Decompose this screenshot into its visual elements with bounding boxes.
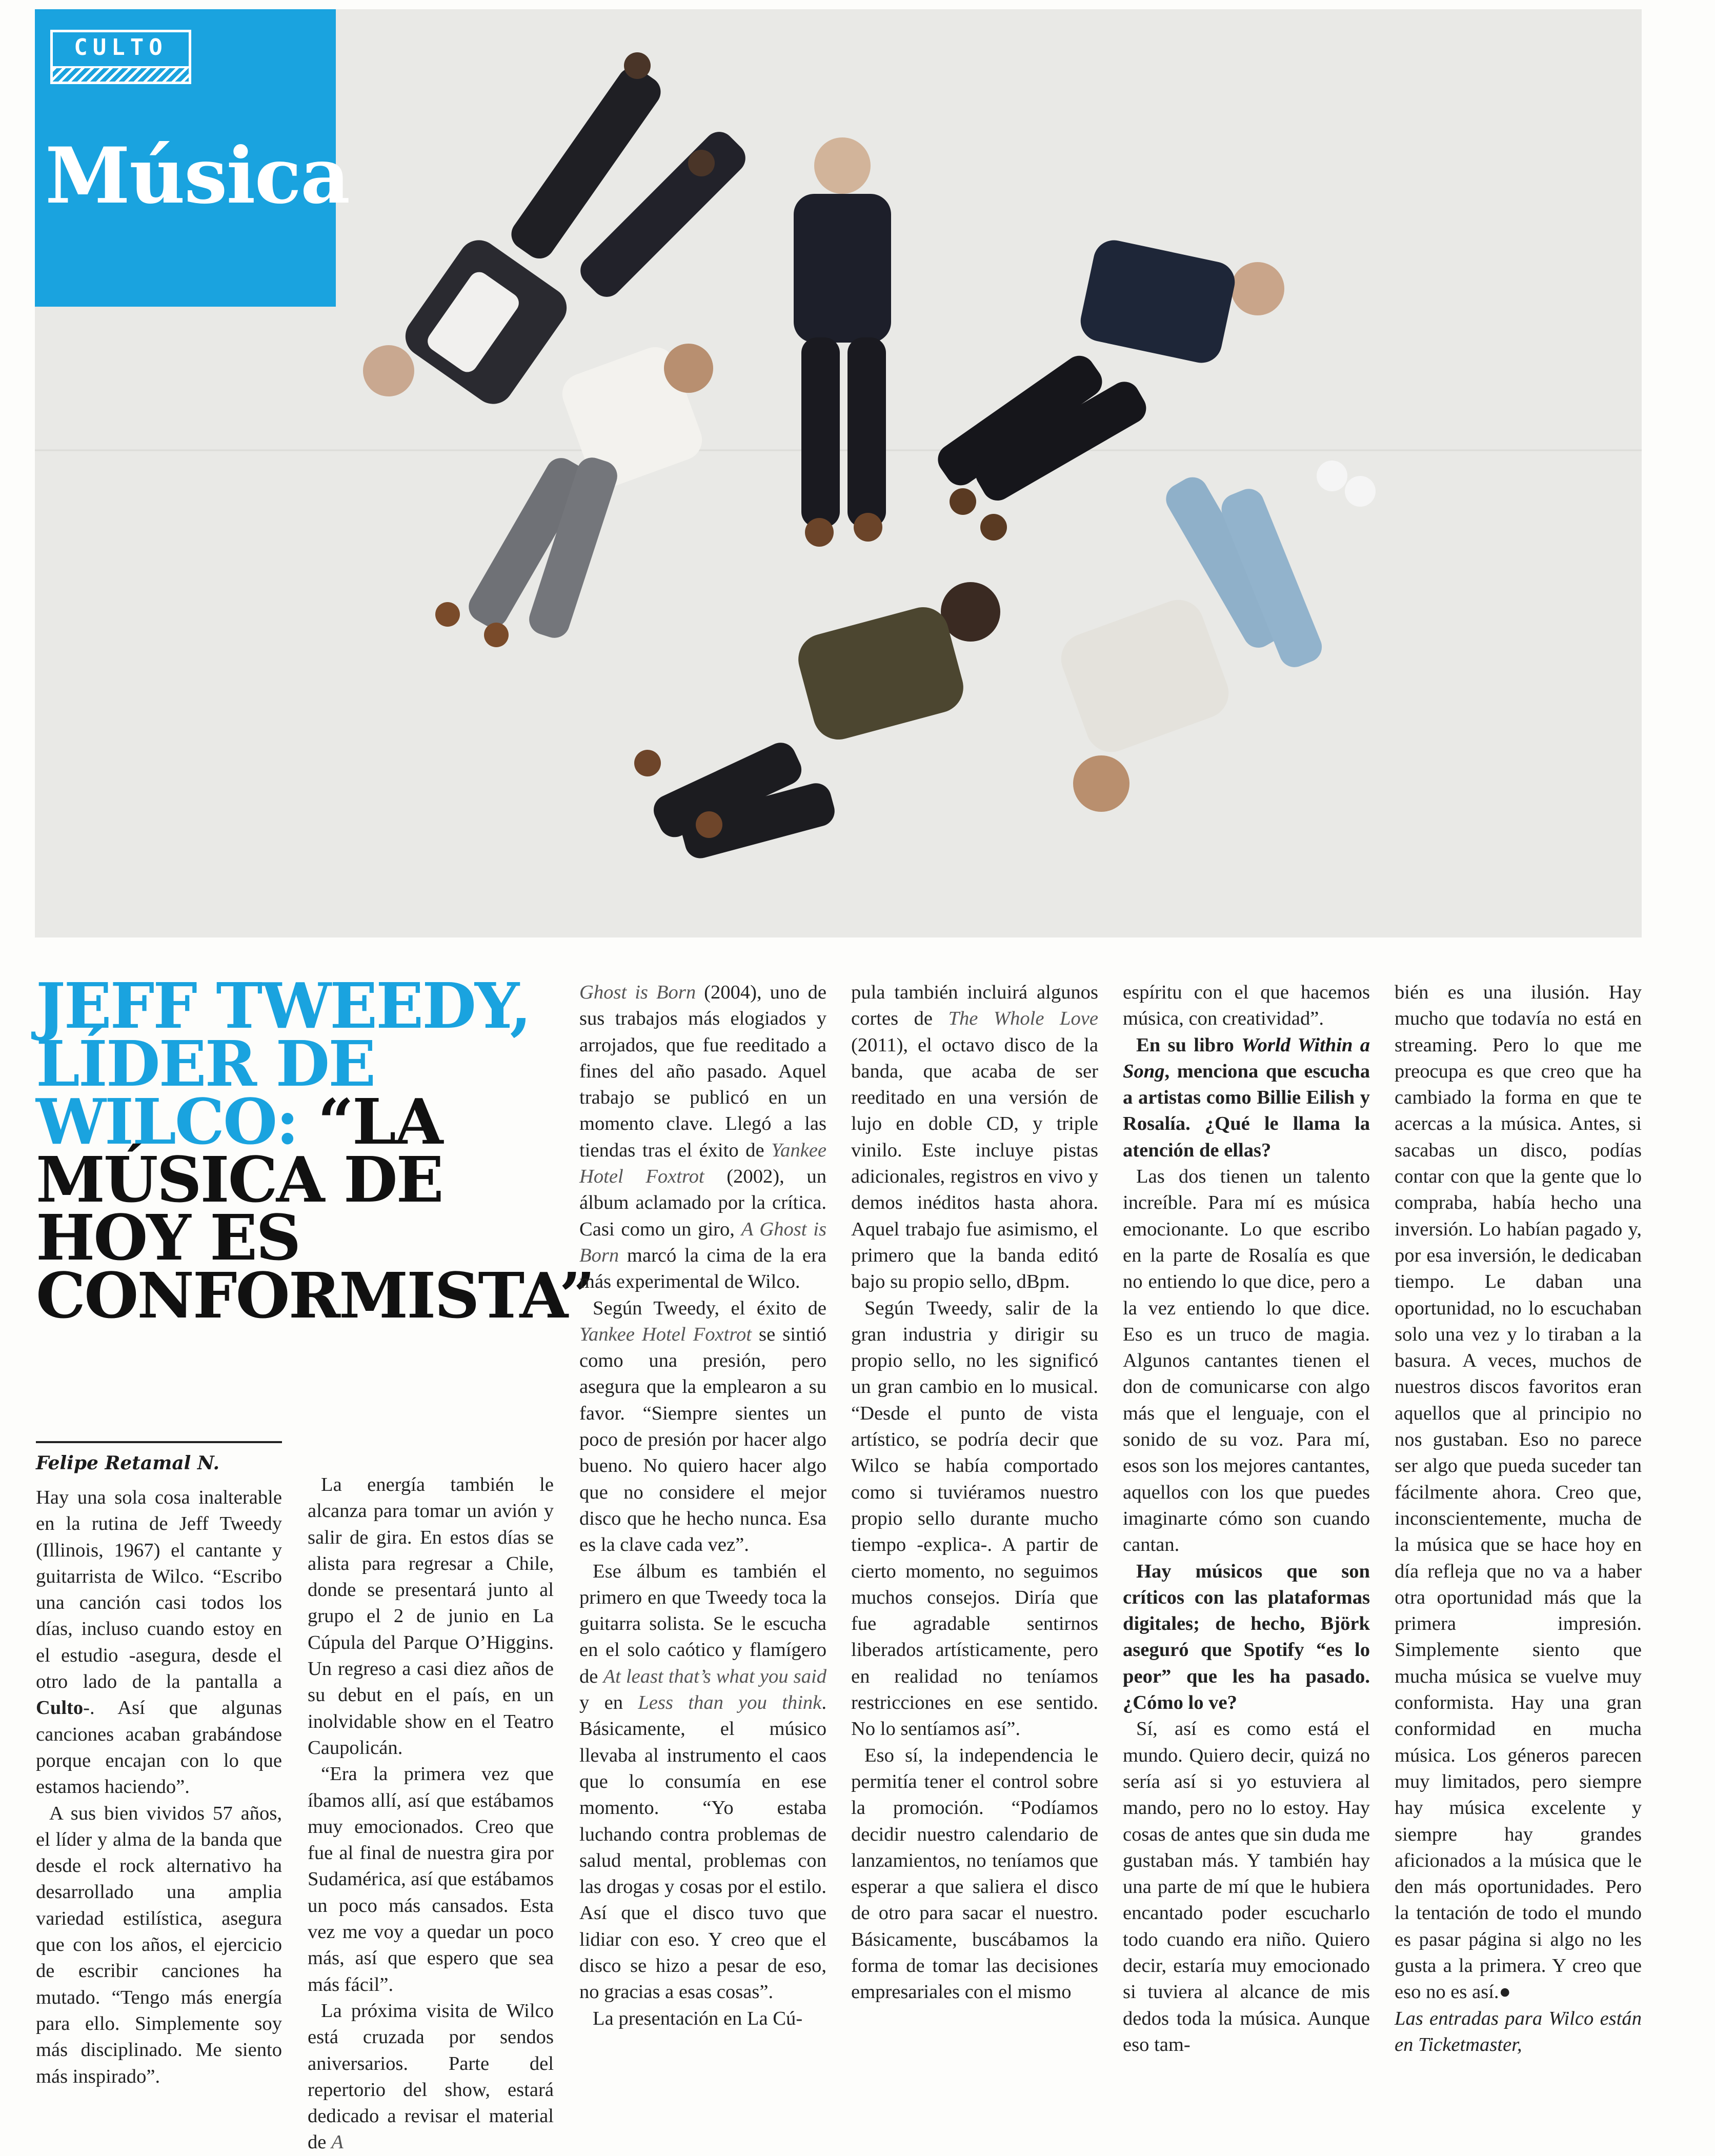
article-column-4 xyxy=(851,980,1098,2006)
paragraph: Eso sí, la independencia le permitía tener el control sobre la promoción. “Podíamos decidir nuestro calendario de lanzamientos, no teníamos que esperar a que saliera el disco de otro para sacar el nuestro. Básicamente, buscábamos la forma de tomar las decisiones empresariales con el mismo xyxy=(851,1744,1098,2003)
byline: Felipe Retamal N. xyxy=(36,1441,282,1474)
logo-hatch-decoration xyxy=(53,66,189,82)
end-mark-icon: ● xyxy=(1499,1981,1511,2003)
paragraph: espíritu con el que hacemos música, con creatividad”. xyxy=(1123,982,1370,1030)
paragraph: pula también incluirá algunos cortes de The Whole Love (2011), el octavo disco de la banda, que acaba de ser reeditado en una versión de lujo en doble CD, y triple vinilo. Este incluye pistas adicionales, registros en vivo y demos inéditos hasta ahora. Aquel trabajo fue asimismo, el primero que la banda editó bajo su propio sello, dBpm. xyxy=(851,982,1098,1293)
paragraph: La próxima visita de Wilco está cruzada por sendos aniversarios. Parte del repertorio del show, estará dedicado a revisar el material de A xyxy=(308,2000,554,2153)
paragraph: Las dos tienen un talento increíble. Para mí es música emocionante. Lo que escribo en la parte de Rosalía es que no entiendo lo que dice, pero a la vez entiendo lo que dice. Eso es un truco de magia. Algunos cantantes tienen el don de comunicarse con algo más que el lenguaje, con el sonido de su voz. Para mí, esos son los mejores cantantes, aquellos con los que puedes imaginarte cómo son cuando cantan. xyxy=(1123,1166,1370,1556)
article-column-6 xyxy=(1395,980,1642,2058)
headline-blue-part: JEFF TWEEDY, LÍDER DE WILCO: xyxy=(36,969,530,1159)
paragraph: Según Tweedy, salir de la gran industria y dirigir su propio sello, no les significó un gran cambio en lo musical. “Desde el punto de vista artístico, se podría decir que Wilco se había comportado como si tuviéramos nuestro propio sello durante mucho tiempo -explica-. A partir de cierto momento, no seguimos muchos consejos. Diría que fue agradable sentirnos liberados artísticamente, pero en realidad no teníamos restricciones en ese sentido. No lo sentíamos así”. xyxy=(851,1297,1098,1740)
interview-question: Hay músicos que son críticos con las plataformas digitales; de hecho, Björk aseguró que Spotify “es lo peor” que les ha pasado. ¿Cómo lo ve? xyxy=(1123,1560,1370,1714)
interview-question: En su libro World Within a Song, menciona que escucha a artistas como Billie Eilish y Rosalía. ¿Qué le llama la atención de ellas? xyxy=(1123,1034,1370,1161)
article-column-1 xyxy=(36,1485,282,2090)
ticket-note: Las entradas para Wilco están en Ticketmaster, xyxy=(1395,2007,1642,2055)
section-title: Música xyxy=(45,131,350,221)
paragraph: La energía también le alcanza para tomar un avión y salir de gira. En estos días se alista para regresar a Chile, donde se presentará junto al grupo el 2 de junio en La Cúpula del Parque O’Higgins. Un regreso a casi diez años de su debut en el país, en un inolvidable show en el Teatro Caupolicán. xyxy=(308,1474,554,1759)
paragraph: Sí, así es como está el mundo. Quiero decir, quizá no sería así si yo estuviera al mando, pero no lo estoy. Hay cosas de antes que sin duda me gustaban más. Y también hay una parte de mí que le hubiera encantado poder escucharlo todo cuando era niño. Quiero decir, estaría muy emocionado si tuviera al alcance de mis dedos toda la música. Aunque eso tam- xyxy=(1123,1718,1370,2055)
culto-logo xyxy=(50,30,191,84)
headline xyxy=(36,969,594,1332)
paragraph: Hay una sola cosa inalterable en la rutina de Jeff Tweedy (Illinois, 1967) el cantante y guitarrista de Wilco. “Escribo una canción casi todos los días, incluso cuando estoy en el estudio -asegura, desde el otro lado de la pantalla a Culto-. Así que algunas canciones acaban grabándose porque encajan con lo que estamos haciendo”. xyxy=(36,1487,282,1798)
article-column-2 xyxy=(308,1472,554,2156)
paragraph: A sus bien vividos 57 años, el líder y alma de la banda que desde el rock alternativo ha desarrollado una amplia variedad estilística, asegura que con los años, el ejercicio de escribir canciones ha mutado. “Tengo más energía para ello. Simplemente soy más disciplinado. Me siento más inspirado”. xyxy=(36,1802,282,2087)
headline-black-part: “LA MÚSICA DE HOY ES CONFORMISTA” xyxy=(36,1085,594,1332)
paragraph: Ghost is Born (2004), uno de sus trabajos más elogiados y arrojados, que fue reeditado a fines del año pasado. Aquel trabajo se publicó en un momento clave. Llegó a las tiendas tras el éxito de Yankee Hotel Foxtrot (2002), un álbum aclamado por la crítica. Casi como un giro, A Ghost is Born marcó la cima de la era más experimental de Wilco. xyxy=(579,982,826,1293)
article-column-5 xyxy=(1123,980,1370,2058)
paragraph: La presentación en La Cú- xyxy=(593,2007,803,2029)
paragraph: “Era la primera vez que íbamos allí, así que estábamos muy emocionados. Creo que fue al final de nuestra gira por Sudamérica, así que estábamos un poco más cansados. Esta vez me voy a quedar un poco más, así que espero que sea más fácil”. xyxy=(308,1763,554,1995)
article-column-3 xyxy=(579,980,826,2032)
paragraph: bién es una ilusión. Hay mucho que todavía no está en streaming. Pero lo que me preocupa es que creo que ha cambiado la forma en que te acercas a la música. Antes, si sacabas un disco, podías contar con que la gente que lo compraba, había hecho una inversión. Lo habían pagado y, por esa inversión, le dedicaban tiempo. Le daban una oportunidad, no lo escuchaban solo una vez y lo tiraban a la basura. A veces, muchos de nuestros discos favoritos eran aquellos que al principio no nos gustaban. Eso no parece ser algo que pueda suceder tan fácilmente ahora. Creo que, inconscientemente, mucha de la música que se hace hoy en día refleja que no va a haber otra oportunidad más que la primera impresión. Simplemente siento que mucha música se vuelve muy conformista. Hay una gran conformidad en mucha música. Los géneros parecen muy limitados, pero siempre hay música excelente y siempre hay grandes aficionados a la música que le den más oportunidades. Pero la tentación de todo el mundo es pasar página si algo no les gusta a la primera. Y creo que eso no es así.● xyxy=(1395,982,1642,2003)
paragraph: Según Tweedy, el éxito de Yankee Hotel Foxtrot se sintió como una presión, pero asegura que la emplearon a su favor. “Siempre sientes un poco de presión por hacer algo bueno. No quiero hacer algo que no considere el mejor disco que he hecho nunca. Esa es la clave cada vez”. xyxy=(579,1297,826,1556)
paragraph: Ese álbum es también el primero en que Tweedy toca la guitarra solista. Se le escucha en el solo caótico y flamígero de At least that’s what you said y en Less than you think. Básicamente, el músico llevaba al instrumento el caos que lo consumía en ese momento. “Yo estaba luchando contra problemas de salud mental, problemas con las drogas y cosas por el estilo. Así que el disco tuvo que lidiar con eso. Y creo que el disco se hizo a pesar de eso, no gracias a esas cosas”. xyxy=(579,1560,826,2003)
culto-logo-text: CULTO xyxy=(74,34,168,61)
